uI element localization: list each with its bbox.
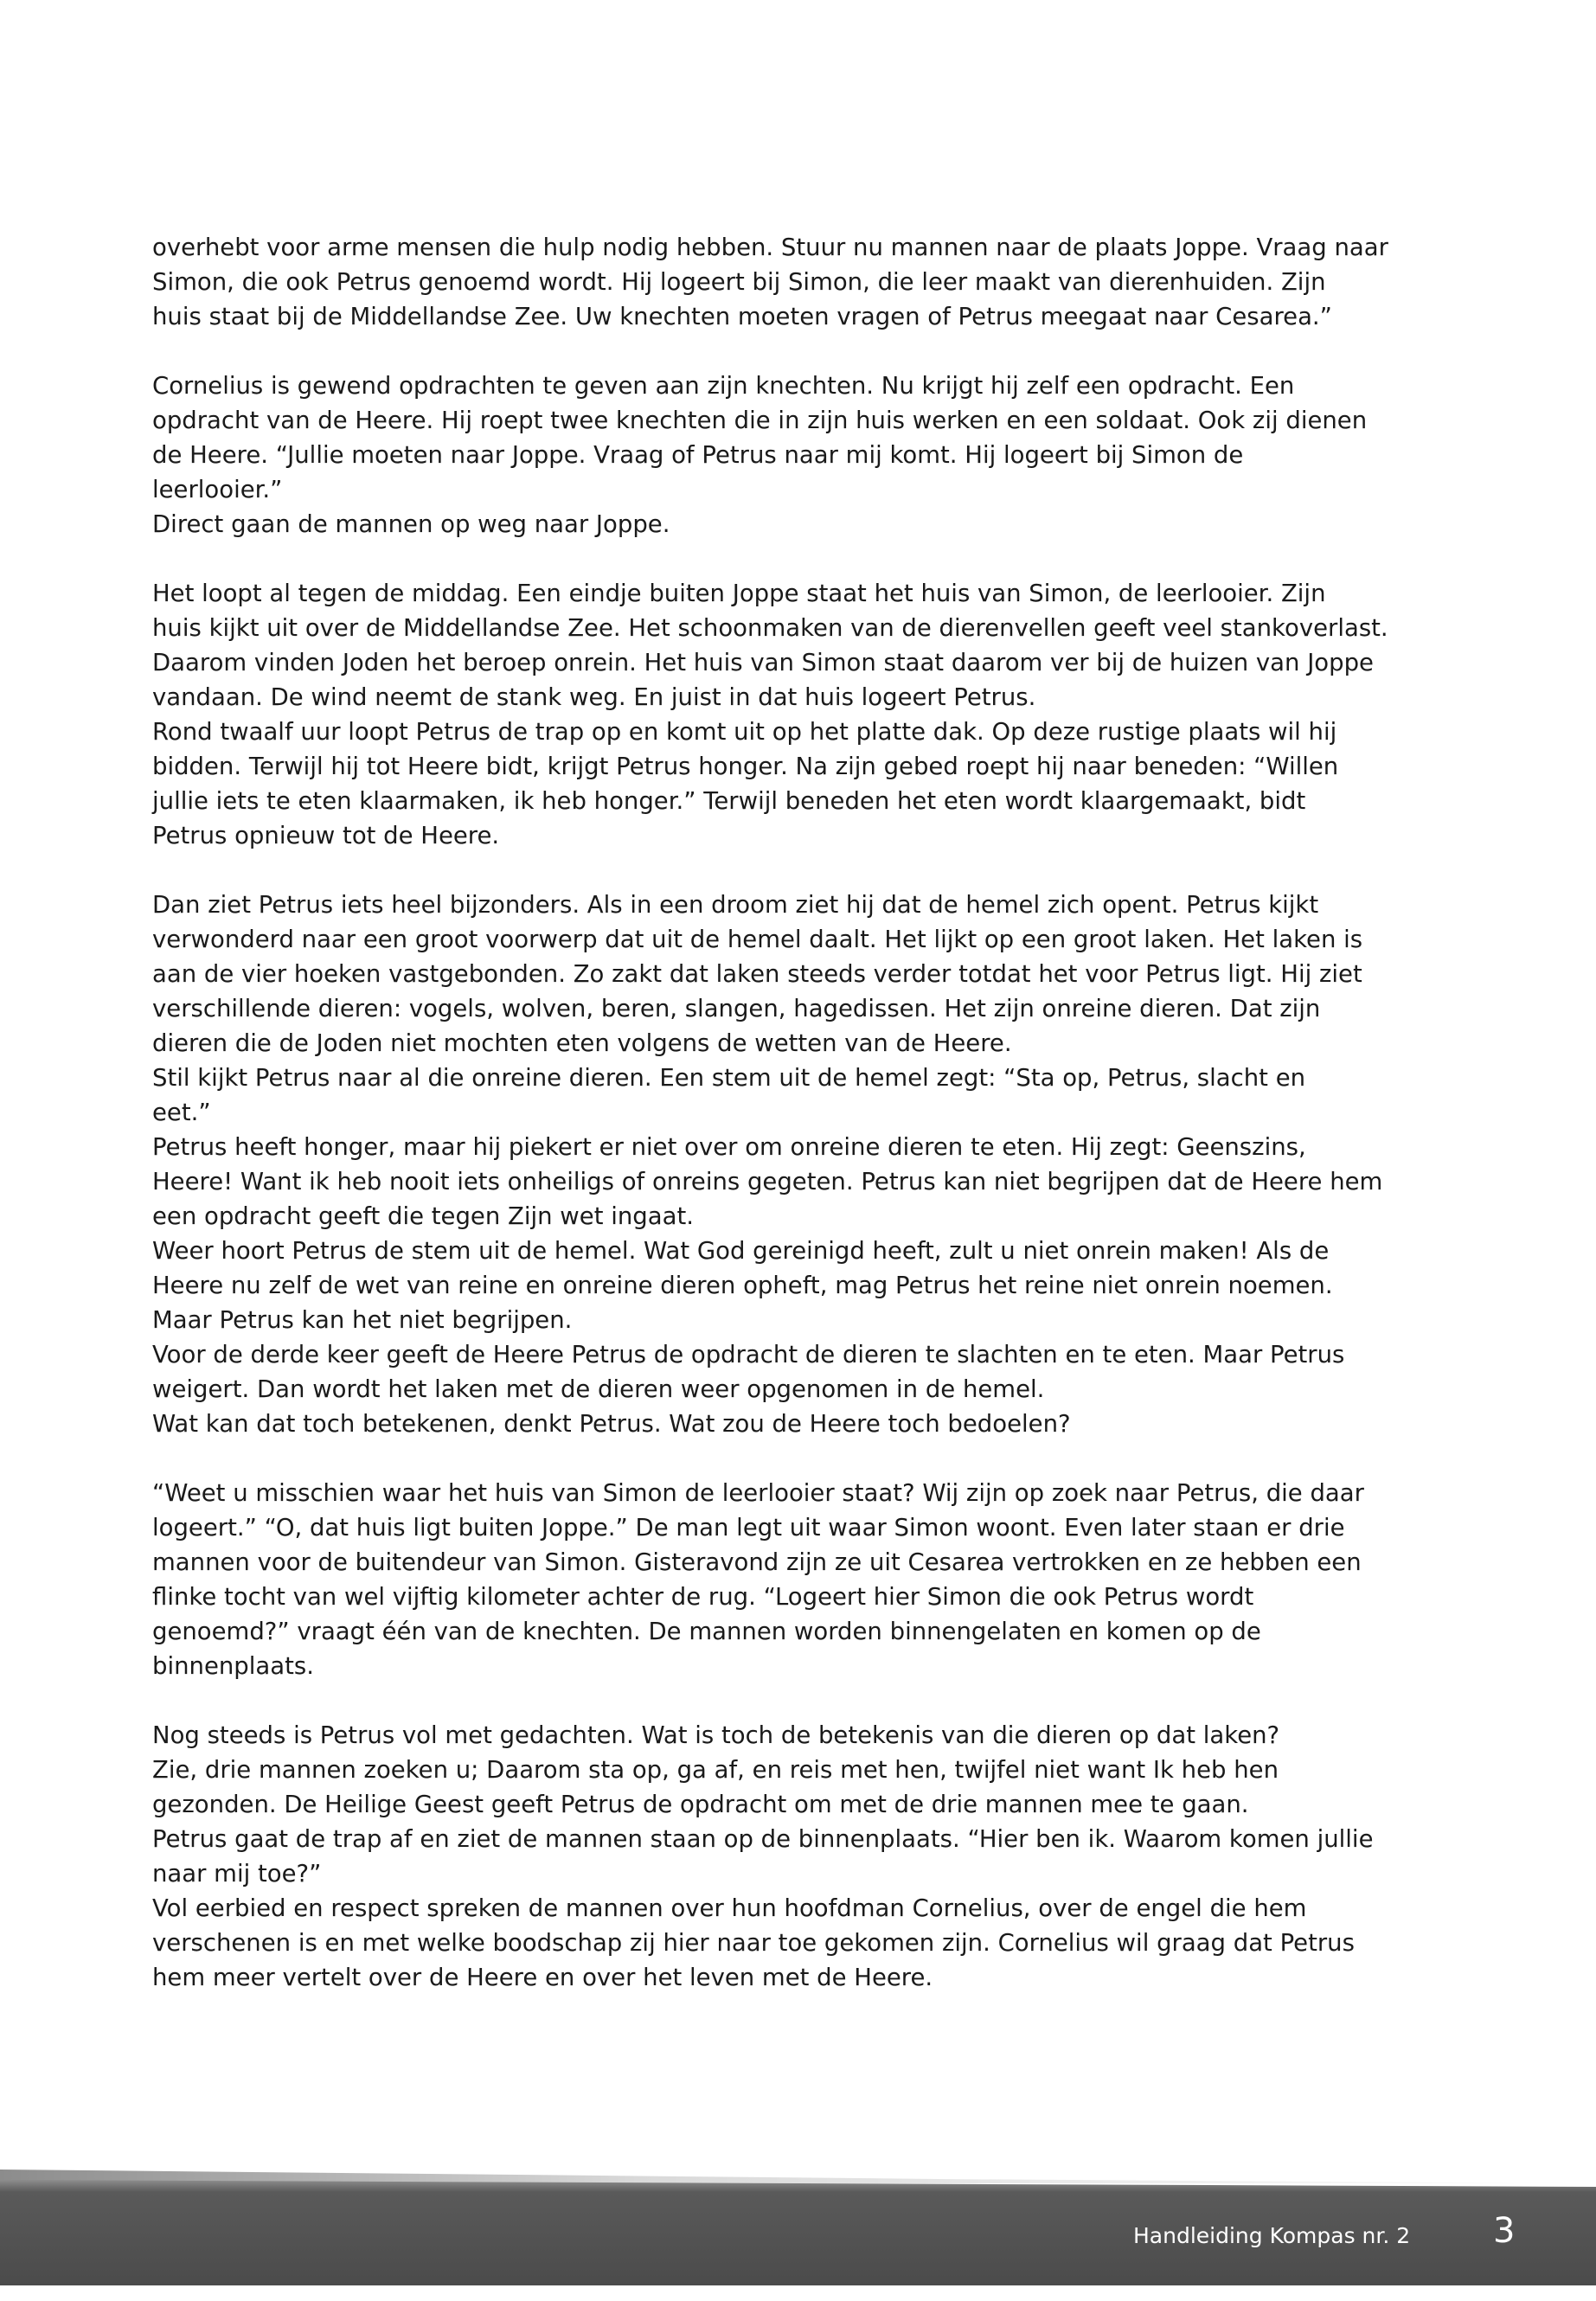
- text-line: gezonden. De Heilige Geest geeft Petrus de opdracht om met de drie mannen mee te gaan.: [152, 1791, 1249, 1818]
- text-line: genoemd?” vraagt één van de knechten. De mannen worden binnengelaten en komen op de: [152, 1618, 1261, 1645]
- text-line: Petrus opnieuw tot de Heere.: [152, 822, 500, 849]
- paragraph-3: [152, 576, 1415, 853]
- paragraph-1: [152, 230, 1415, 334]
- text-line: Stil kijkt Petrus naar al die onreine dieren. Een stem uit de hemel zegt: “Sta op, Petrus, slacht en: [152, 1064, 1306, 1092]
- text-line: Het loopt al tegen de middag. Een eindje buiten Joppe staat het huis van Simon, de leerlooier. Zijn: [152, 580, 1326, 607]
- text-line: Nog steeds is Petrus vol met gedachten. Wat is toch de betekenis van die dieren op dat laken?: [152, 1721, 1280, 1749]
- text-line: “Weet u misschien waar het huis van Simon de leerlooier staat? Wij zijn op zoek naar Petrus, die daar: [152, 1479, 1364, 1507]
- paragraph-2: [152, 369, 1415, 542]
- text-line: de Heere. “Jullie moeten naar Joppe. Vraag of Petrus naar mij komt. Hij logeert bij Simon de: [152, 441, 1244, 469]
- page-number: 3: [1493, 2211, 1516, 2251]
- text-line: naar mij toe?”: [152, 1860, 322, 1888]
- text-line: Wat kan dat toch betekenen, denkt Petrus. Wat zou de Heere toch bedoelen?: [152, 1410, 1071, 1438]
- text-line: huis staat bij de Middellandse Zee. Uw knechten moeten vragen of Petrus meegaat naar Cesarea.”: [152, 303, 1332, 330]
- text-line: Voor de derde keer geeft de Heere Petrus de opdracht de dieren te slachten en te eten. Maar Petrus: [152, 1341, 1345, 1368]
- text-line: flinke tocht van wel vijftig kilometer achter de rug. “Logeert hier Simon die ook Petrus wordt: [152, 1583, 1254, 1611]
- text-line: jullie iets te eten klaarmaken, ik heb honger.” Terwijl beneden het eten wordt klaargemaakt, bidt: [152, 787, 1306, 815]
- text-line: Cornelius is gewend opdrachten te geven aan zijn knechten. Nu krijgt hij zelf een opdracht. Een: [152, 372, 1295, 400]
- text-line: dieren die de Joden niet mochten eten volgens de wetten van de Heere.: [152, 1029, 1012, 1057]
- text-line: logeert.” “O, dat huis ligt buiten Joppe.” De man legt uit waar Simon woont. Even later staan er drie: [152, 1514, 1345, 1541]
- text-line: overhebt voor arme mensen die hulp nodig hebben. Stuur nu mannen naar de plaats Joppe. Vraag naar: [152, 234, 1388, 261]
- text-line: Petrus heeft honger, maar hij piekert er niet over om onreine dieren te eten. Hij zegt: Geenszins,: [152, 1133, 1306, 1161]
- text-line: verschenen is en met welke boodschap zij hier naar toe gekomen zijn. Cornelius wil graag dat Petrus: [152, 1929, 1355, 1957]
- paragraph-5: [152, 1476, 1415, 1683]
- paragraph-6: [152, 1718, 1415, 1995]
- text-line: Maar Petrus kan het niet begrijpen.: [152, 1306, 573, 1334]
- text-line: Zie, drie mannen zoeken u; Daarom sta op, ga af, en reis met hen, twijfel niet want Ik heb hen: [152, 1756, 1279, 1784]
- text-line: mannen voor de buitendeur van Simon. Gisteravond zijn ze uit Cesarea vertrokken en ze hebben een: [152, 1548, 1362, 1576]
- text-line: Petrus gaat de trap af en ziet de mannen staan op de binnenplaats. “Hier ben ik. Waarom komen jullie: [152, 1825, 1374, 1853]
- text-line: hem meer vertelt over de Heere en over het leven met de Heere.: [152, 1964, 933, 1991]
- footer-title: Handleiding Kompas nr. 2: [1133, 2223, 1411, 2248]
- text-line: verwonderd naar een groot voorwerp dat uit de hemel daalt. Het lijkt op een groot laken. Het laken is: [152, 926, 1363, 953]
- text-line: eet.”: [152, 1099, 211, 1126]
- text-line: Direct gaan de mannen op weg naar Joppe.: [152, 510, 670, 538]
- text-line: Heere! Want ik heb nooit iets onheiligs of onreins gegeten. Petrus kan niet begrijpen dat de Heere hem: [152, 1168, 1383, 1195]
- text-line: Dan ziet Petrus iets heel bijzonders. Als in een droom ziet hij dat de hemel zich opent. Petrus kijkt: [152, 891, 1319, 919]
- text-line: huis kijkt uit over de Middellandse Zee. Het schoonmaken van de dierenvellen geeft veel stankoverlast.: [152, 614, 1388, 642]
- text-line: Rond twaalf uur loopt Petrus de trap op en komt uit op het platte dak. Op deze rustige plaats wil hij: [152, 718, 1337, 746]
- text-line: leerlooier.”: [152, 476, 283, 503]
- text-line: Simon, die ook Petrus genoemd wordt. Hij logeert bij Simon, die leer maakt van dierenhuiden. Zijn: [152, 268, 1326, 296]
- text-line: Heere nu zelf de wet van reine en onreine dieren opheft, mag Petrus het reine niet onrein noemen.: [152, 1272, 1333, 1299]
- paragraph-4: [152, 888, 1415, 1441]
- text-line: verschillende dieren: vogels, wolven, beren, slangen, hagedissen. Het zijn onreine dieren. Dat zijn: [152, 995, 1321, 1022]
- text-line: Daarom vinden Joden het beroep onrein. Het huis van Simon staat daarom ver bij de huizen van Joppe: [152, 649, 1374, 676]
- text-line: weigert. Dan wordt het laken met de dieren weer opgenomen in de hemel.: [152, 1375, 1045, 1403]
- page-body: [152, 230, 1415, 2029]
- text-line: aan de vier hoeken vastgebonden. Zo zakt dat laken steeds verder totdat het voor Petrus ligt. Hij ziet: [152, 960, 1362, 988]
- text-line: bidden. Terwijl hij tot Heere bidt, krijgt Petrus honger. Na zijn gebed roept hij naar beneden: “Willen: [152, 753, 1339, 780]
- text-line: vandaan. De wind neemt de stank weg. En juist in dat huis logeert Petrus.: [152, 683, 1036, 711]
- text-line: Vol eerbied en respect spreken de mannen over hun hoofdman Cornelius, over de engel die hem: [152, 1894, 1307, 1922]
- text-line: binnenplaats.: [152, 1652, 314, 1680]
- text-line: opdracht van de Heere. Hij roept twee knechten die in zijn huis werken en een soldaat. Ook zij dienen: [152, 407, 1368, 434]
- text-line: een opdracht geeft die tegen Zijn wet ingaat.: [152, 1202, 694, 1230]
- text-line: Weer hoort Petrus de stem uit de hemel. Wat God gereinigd heeft, zult u niet onrein maken! Als de: [152, 1237, 1330, 1265]
